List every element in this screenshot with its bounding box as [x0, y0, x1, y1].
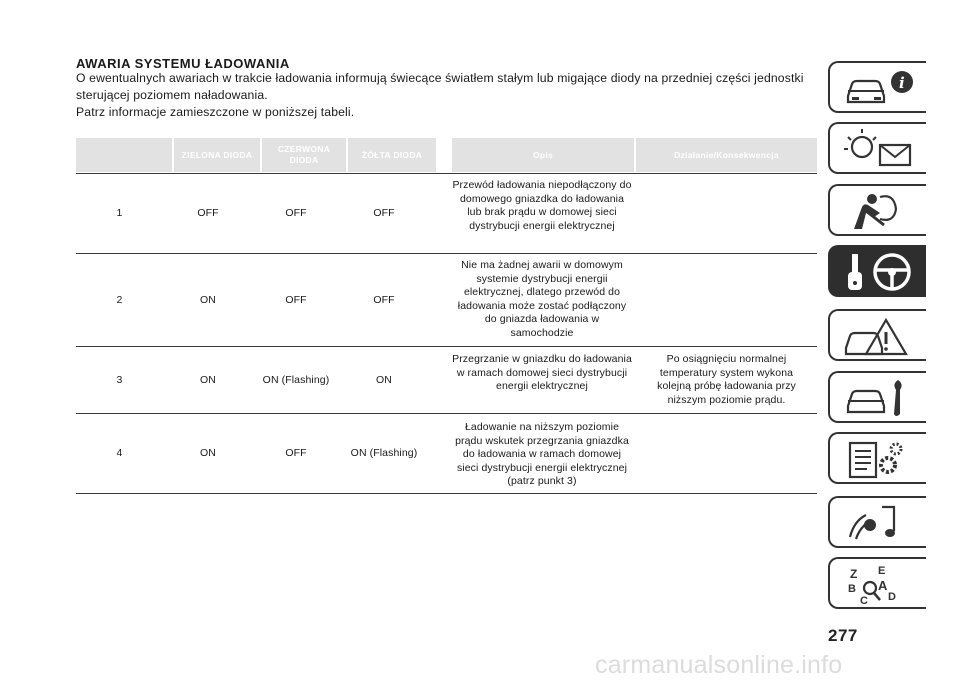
intro-line: sterującej poziomem naładowania. [76, 88, 268, 102]
table-row [76, 348, 817, 414]
alphabetical-index-icon [840, 562, 920, 606]
sidebar-tab-maintenance[interactable] [828, 371, 926, 423]
description-cell: Przewód ładowania niepodłączony do domowego gniazdka do ładowania lub brak prądu w domowej sieci dystrybucji energii elektrycznej [452, 179, 632, 232]
multimedia-icon [840, 501, 920, 545]
yellow-led-state: ON (Flashing) [350, 447, 418, 460]
car-info-icon [840, 66, 920, 110]
svg-text:E: E [878, 565, 886, 577]
page-number: 277 [828, 626, 858, 645]
action-cell [636, 415, 817, 493]
action-cell: Po osiągnięciu normalnej temperatury system wykona kolejną próbę ładowania przy niższym poziomie prądu. [657, 353, 796, 406]
sidebar-tab-multimedia[interactable] [828, 496, 926, 548]
green-led-state: ON [200, 447, 216, 460]
yellow-led-state: ON [376, 373, 392, 386]
sidebar-tab-technical-data[interactable] [828, 432, 926, 484]
green-led-state: OFF [197, 206, 219, 219]
row-number: 4 [116, 447, 123, 460]
header-red-led: CZERWONA DIODA [262, 138, 346, 172]
sidebar-tab-safety[interactable] [828, 184, 926, 236]
car-maintenance-icon [840, 376, 920, 420]
sidebar-tab-car-info[interactable] [828, 61, 926, 113]
section-heading: AWARIA SYSTEMU ŁADOWANIA [76, 56, 290, 71]
technical-data-icon [840, 437, 920, 481]
header-yellow-led: ŻÓŁTA DIODA [348, 138, 436, 172]
seat-airbag-icon [840, 189, 920, 233]
yellow-led-state: OFF [373, 293, 395, 306]
action-cell [636, 255, 817, 346]
description-cell: Ładowanie na niższym poziomie prądu wskutek przegrzania gniazdka do ładowania w ramach domowej sieci dystrybucji energii elektrycznej (patrz punkt 3) [455, 421, 629, 487]
intro-line: Patrz informacje zamieszczone w poniższej tabeli. [76, 105, 355, 119]
action-cell [636, 174, 817, 253]
red-led-state: OFF [285, 293, 307, 306]
table-header [76, 138, 817, 172]
green-led-state: ON [200, 373, 216, 386]
sidebar-tab-index[interactable] [828, 557, 926, 609]
table-row [76, 255, 817, 347]
row-number: 2 [116, 293, 123, 306]
table-row [76, 415, 817, 494]
green-led-state: ON [200, 293, 216, 306]
sidebar-tab-emergency[interactable] [828, 309, 926, 361]
header-empty [76, 138, 172, 172]
header-action: Działanie/Konsekwencja [636, 138, 817, 172]
watermark: carmanualsonline.info [595, 651, 843, 679]
svg-text:D: D [888, 591, 896, 603]
sidebar-tab-starting-driving[interactable] [828, 245, 926, 297]
svg-text:B: B [848, 583, 856, 595]
intro-line: O ewentualnych awariach w trakcie ładowania informują świecące światłem stałym lub migające diody na przedniej części jednostki [76, 71, 804, 85]
car-crash-icon [840, 314, 920, 358]
intro-text [76, 70, 816, 121]
sidebar-tab-warning-lights[interactable] [828, 122, 926, 174]
svg-text:Z: Z [850, 567, 858, 581]
warning-lights-icon [840, 127, 920, 171]
svg-text:A: A [878, 578, 888, 593]
header-green-led: ZIELONA DIODA [174, 138, 260, 172]
svg-text:i: i [899, 74, 905, 92]
red-led-state: ON (Flashing) [262, 373, 330, 386]
row-number: 3 [116, 373, 123, 386]
description-cell: Nie ma żadnej awarii w domowym systemie dystrybucji energii elektrycznej, dlatego przewód do ładowania może zostać podłączony do gniazda ładowania w samochodzie [457, 259, 627, 339]
description-cell: Przegrzanie w gniazdku do ładowania w ramach domowej sieci dystrybucji energii elektrycznej [452, 353, 632, 392]
red-led-state: OFF [285, 447, 307, 460]
table-row [76, 174, 817, 254]
header-description: Opis [452, 138, 634, 172]
row-number: 1 [116, 206, 123, 219]
red-led-state: OFF [285, 206, 307, 219]
yellow-led-state: OFF [373, 206, 395, 219]
key-steering-wheel-icon [840, 250, 920, 294]
svg-text:C: C [860, 595, 868, 606]
